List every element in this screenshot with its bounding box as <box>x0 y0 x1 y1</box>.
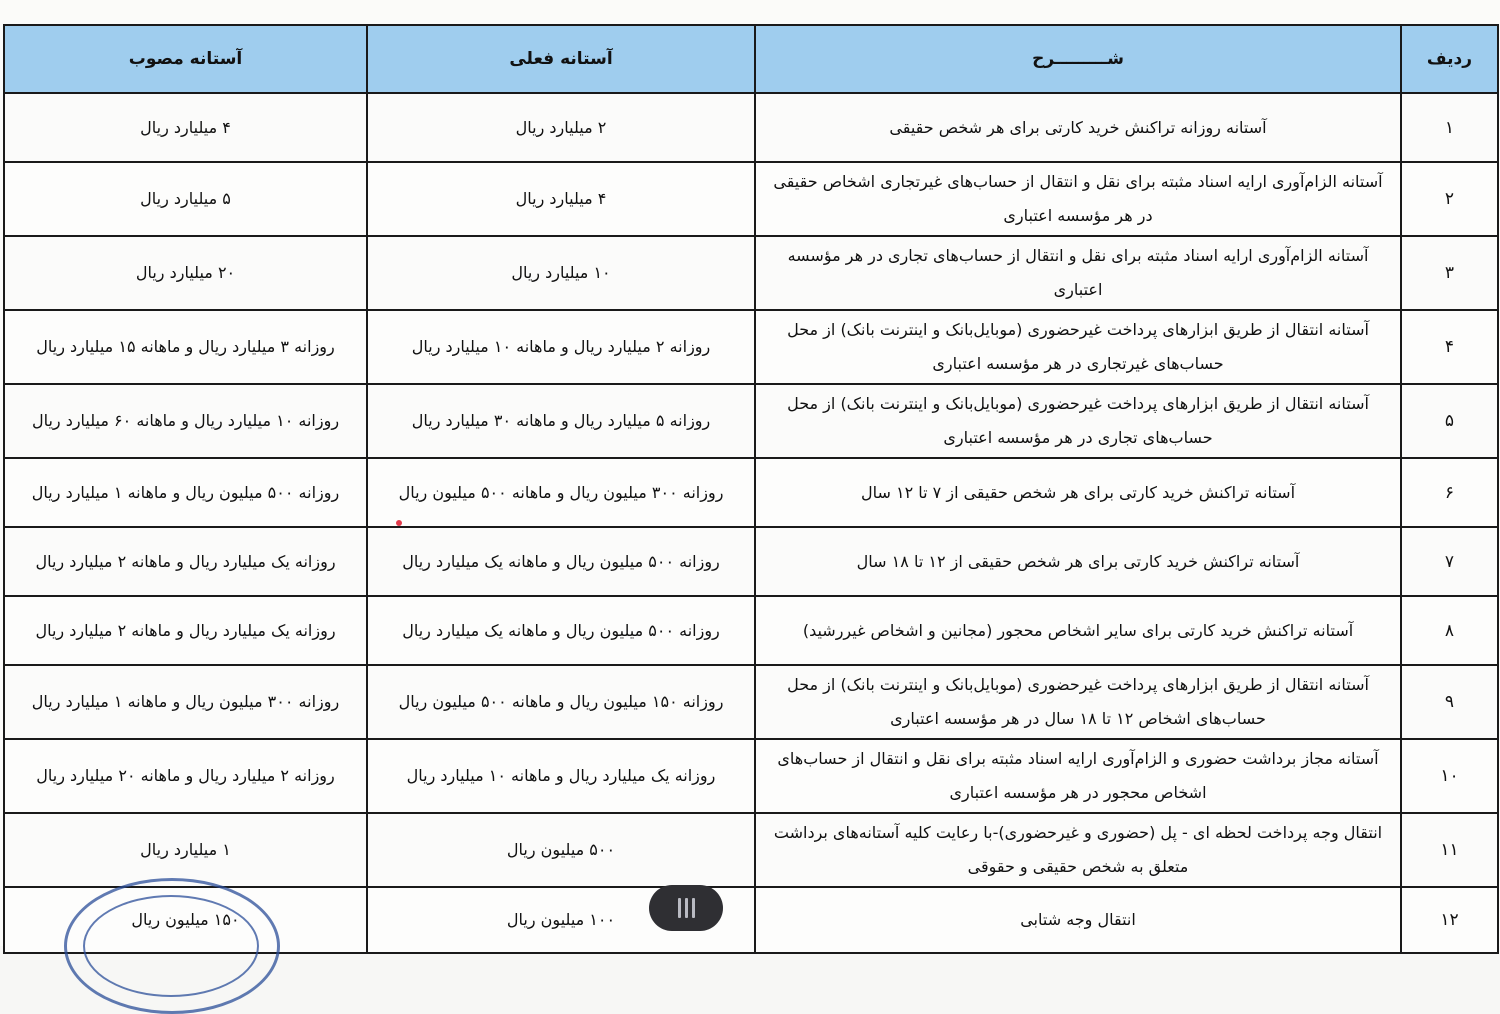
row-number: ۱۱ <box>1401 813 1498 887</box>
page-navigation-icon <box>678 898 695 918</box>
row-approved-threshold: ۱ میلیارد ریال <box>4 813 367 887</box>
row-number: ۱۲ <box>1401 887 1498 953</box>
row-description: آستانه انتقال از طریق ابزارهای پرداخت غیرحضوری (موبایل‌بانک و اینترنت بانک) از محل حساب‌های غیرتجاری در هر مؤسسه اعتباری <box>755 310 1401 384</box>
table-row <box>4 813 1498 887</box>
table-row <box>4 665 1498 739</box>
row-description: آستانه انتقال از طریق ابزارهای پرداخت غیرحضوری (موبایل‌بانک و اینترنت بانک) از محل حساب‌های اشخاص ۱۲ تا ۱۸ سال در هر مؤسسه اعتباری <box>755 665 1401 739</box>
header-row-number: ردیف <box>1401 25 1498 93</box>
row-description: آستانه انتقال از طریق ابزارهای پرداخت غیرحضوری (موبایل‌بانک و اینترنت بانک) از محل حساب‌های تجاری در هر مؤسسه اعتباری <box>755 384 1401 458</box>
header-approved-threshold: آستانه مصوب <box>4 25 367 93</box>
row-number: ۳ <box>1401 236 1498 310</box>
row-current-threshold: روزانه یک میلیارد ریال و ماهانه ۱۰ میلیارد ریال <box>367 739 755 813</box>
table-row <box>4 384 1498 458</box>
row-description: انتقال وجه پرداخت لحظه ای - پل (حضوری و غیرحضوری)-با رعایت کلیه آستانه‌های برداشت متعلق به شخص حقیقی و حقوقی <box>755 813 1401 887</box>
row-approved-threshold: روزانه ۳ میلیارد ریال و ماهانه ۱۵ میلیارد ریال <box>4 310 367 384</box>
row-description: انتقال وجه شتابی <box>755 887 1401 953</box>
row-description: آستانه تراکنش خرید کارتی برای سایر اشخاص محجور (مجانین و اشخاص غیررشید) <box>755 596 1401 665</box>
row-current-threshold: روزانه ۳۰۰ میلیون ریال و ماهانه ۵۰۰ میلیون ریال <box>367 458 755 527</box>
row-number: ۱ <box>1401 93 1498 162</box>
header-description: شـــــــــرح <box>755 25 1401 93</box>
row-description: آستانه الزام‌آوری ارایه اسناد مثبته برای نقل و انتقال از حساب‌های غیرتجاری اشخاص حقیقی در هر مؤسسه اعتباری <box>755 162 1401 236</box>
row-description: آستانه تراکنش خرید کارتی برای هر شخص حقیقی از ۱۲ تا ۱۸ سال <box>755 527 1401 596</box>
table-row <box>4 739 1498 813</box>
table-header-row <box>4 25 1498 93</box>
row-number: ۴ <box>1401 310 1498 384</box>
row-number: ۹ <box>1401 665 1498 739</box>
table-row <box>4 527 1498 596</box>
row-approved-threshold: روزانه ۳۰۰ میلیون ریال و ماهانه ۱ میلیارد ریال <box>4 665 367 739</box>
row-current-threshold: ۱۰ میلیارد ریال <box>367 236 755 310</box>
row-approved-threshold: روزانه یک میلیارد ریال و ماهانه ۲ میلیارد ریال <box>4 527 367 596</box>
page-navigation-button[interactable] <box>649 885 723 931</box>
table-row <box>4 236 1498 310</box>
row-description: آستانه مجاز برداشت حضوری و الزام‌آوری ارایه اسناد مثبته برای نقل و انتقال از حساب‌های اشخاص محجور در هر مؤسسه اعتباری <box>755 739 1401 813</box>
table-row <box>4 887 1498 953</box>
row-approved-threshold: ۲۰ میلیارد ریال <box>4 236 367 310</box>
row-description: آستانه الزام‌آوری ارایه اسناد مثبته برای نقل و انتقال از حساب‌های تجاری در هر مؤسسه اعتباری <box>755 236 1401 310</box>
row-number: ۶ <box>1401 458 1498 527</box>
row-number: ۷ <box>1401 527 1498 596</box>
row-number: ۵ <box>1401 384 1498 458</box>
row-current-threshold: روزانه ۵۰۰ میلیون ریال و ماهانه یک میلیارد ریال <box>367 527 755 596</box>
row-approved-threshold: روزانه یک میلیارد ریال و ماهانه ۲ میلیارد ریال <box>4 596 367 665</box>
table-row <box>4 310 1498 384</box>
row-number: ۲ <box>1401 162 1498 236</box>
header-current-threshold: آستانه فعلی <box>367 25 755 93</box>
row-approved-threshold: روزانه ۵۰۰ میلیون ریال و ماهانه ۱ میلیارد ریال <box>4 458 367 527</box>
row-approved-threshold: روزانه ۲ میلیارد ریال و ماهانه ۲۰ میلیارد ریال <box>4 739 367 813</box>
table-row <box>4 596 1498 665</box>
row-current-threshold: روزانه ۵ میلیارد ریال و ماهانه ۳۰ میلیارد ریال <box>367 384 755 458</box>
row-current-threshold: روزانه ۲ میلیارد ریال و ماهانه ۱۰ میلیارد ریال <box>367 310 755 384</box>
row-current-threshold: روزانه ۱۵۰ میلیون ریال و ماهانه ۵۰۰ میلیون ریال <box>367 665 755 739</box>
threshold-table <box>3 24 1499 954</box>
table-row <box>4 458 1498 527</box>
row-number: ۱۰ <box>1401 739 1498 813</box>
row-current-threshold: ۴ میلیارد ریال <box>367 162 755 236</box>
row-approved-threshold: روزانه ۱۰ میلیارد ریال و ماهانه ۶۰ میلیارد ریال <box>4 384 367 458</box>
table-row <box>4 162 1498 236</box>
row-description: آستانه تراکنش خرید کارتی برای هر شخص حقیقی از ۷ تا ۱۲ سال <box>755 458 1401 527</box>
row-current-threshold: ۱۰۰ میلیون ریال <box>367 887 755 953</box>
row-description: آستانه روزانه تراکنش خرید کارتی برای هر شخص حقیقی <box>755 93 1401 162</box>
red-dot-mark <box>396 520 402 526</box>
row-approved-threshold: ۵ میلیارد ریال <box>4 162 367 236</box>
row-approved-threshold: ۴ میلیارد ریال <box>4 93 367 162</box>
row-current-threshold: ۵۰۰ میلیون ریال <box>367 813 755 887</box>
row-number: ۸ <box>1401 596 1498 665</box>
row-current-threshold: ۲ میلیارد ریال <box>367 93 755 162</box>
row-current-threshold: روزانه ۵۰۰ میلیون ریال و ماهانه یک میلیارد ریال <box>367 596 755 665</box>
table-row <box>4 93 1498 162</box>
row-approved-threshold: ۱۵۰ میلیون ریال <box>4 887 367 953</box>
